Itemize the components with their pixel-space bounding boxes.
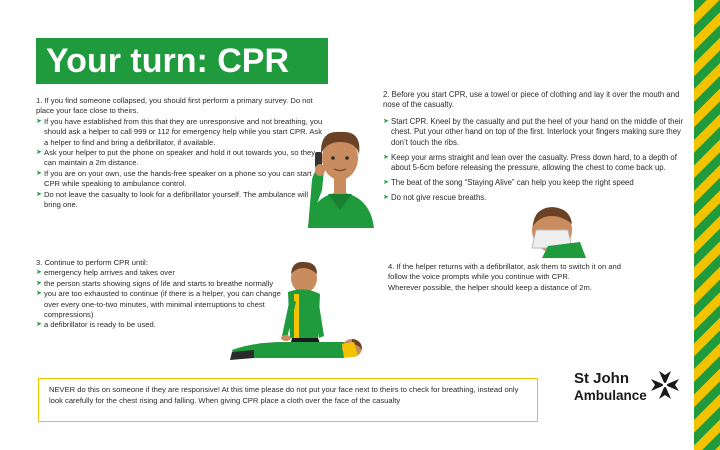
list-item: ➤ Ask your helper to put the phone on speaker and hold it out towards you, so they can maintain a 2m distance. bbox=[36, 148, 326, 169]
section-2-list bbox=[383, 117, 693, 203]
list-item: ➤ Keep your arms straight and lean over the casualty. Press down hard, to a depth of about 5-6cm before releasing the pressure, allowing the chest to come back up. bbox=[383, 153, 693, 174]
list-item: ➤ emergency help arrives and takes over bbox=[36, 268, 286, 278]
section-3-intro: 3. Continue to perform CPR until: bbox=[36, 258, 148, 267]
st-john-ambulance-logo bbox=[574, 368, 684, 410]
list-item: ➤ you are too exhausted to continue (if there is a helper, you can change over every one-to-two minutes, with minimal interruptions to chest compressions) bbox=[36, 289, 286, 320]
section-1-list bbox=[36, 117, 326, 211]
list-item: ➤ If you have established from this that they are unresponsive and not breathing, you should ask a helper to call 999 or 112 for emergency help while you start CPR. Ask a helper to find and bring a defibrillator, if available. bbox=[36, 117, 326, 148]
maltese-cross-icon bbox=[648, 368, 682, 402]
person-on-phone-illustration bbox=[300, 120, 382, 228]
section-4 bbox=[388, 262, 638, 293]
logo-line-1: St John bbox=[574, 370, 629, 387]
list-item: ➤ Do not give rescue breaths. bbox=[383, 193, 693, 203]
section-1-intro: 1. If you find someone collapsed, you should first perform a primary survey. Do not place your face close to theirs. bbox=[36, 96, 313, 116]
list-item: ➤ Start CPR. Kneel by the casualty and put the heel of your hand on the middle of their chest. Put your other hand on top of the first. Interlock your fingers making sure they don’t touch the ribs. bbox=[383, 117, 693, 148]
title-banner bbox=[36, 38, 328, 84]
section-4-text: 4. If the helper returns with a defibrillator, ask them to switch it on and follow the voice prompts while you continue with CPR. bbox=[388, 262, 621, 282]
list-item: ➤ If you are on your own, use the hands-free speaker on a phone so you can start CPR while speaking to ambulance control. bbox=[36, 169, 326, 190]
warning-box bbox=[38, 378, 538, 422]
logo-line-2: Ambulance bbox=[574, 388, 647, 403]
section-1 bbox=[36, 96, 326, 210]
list-item: ➤ Do not leave the casualty to look for a defibrillator yourself. The ambulance will bring one. bbox=[36, 190, 326, 211]
decorative-stripes bbox=[694, 0, 720, 450]
list-item: ➤ the person starts showing signs of life and starts to breathe normally bbox=[36, 279, 286, 289]
warning-text: NEVER do this on someone if they are responsive! At this time please do not put your face next to theirs to check for breathing, instead only look carefully for the chest rising and falling. When giving CPR place a cloth over the face of the casualty bbox=[49, 385, 519, 405]
list-item: ➤ a defibrillator is ready to be used. bbox=[36, 320, 286, 330]
section-2 bbox=[383, 90, 693, 208]
casualty-covered-illustration bbox=[528, 200, 588, 258]
section-4-note: Wherever possible, the helper should keep a distance of 2m. bbox=[388, 282, 592, 292]
logo-text bbox=[574, 370, 647, 404]
cpr-scene-illustration bbox=[224, 258, 364, 368]
section-2-intro: 2. Before you start CPR, use a towel or piece of clothing and lay it over the mouth and nose of the casualty. bbox=[383, 90, 680, 110]
list-item: ➤ The beat of the song “Staying Alive” can help you keep the right speed bbox=[383, 178, 693, 188]
page-title: Your turn: CPR bbox=[46, 42, 290, 80]
